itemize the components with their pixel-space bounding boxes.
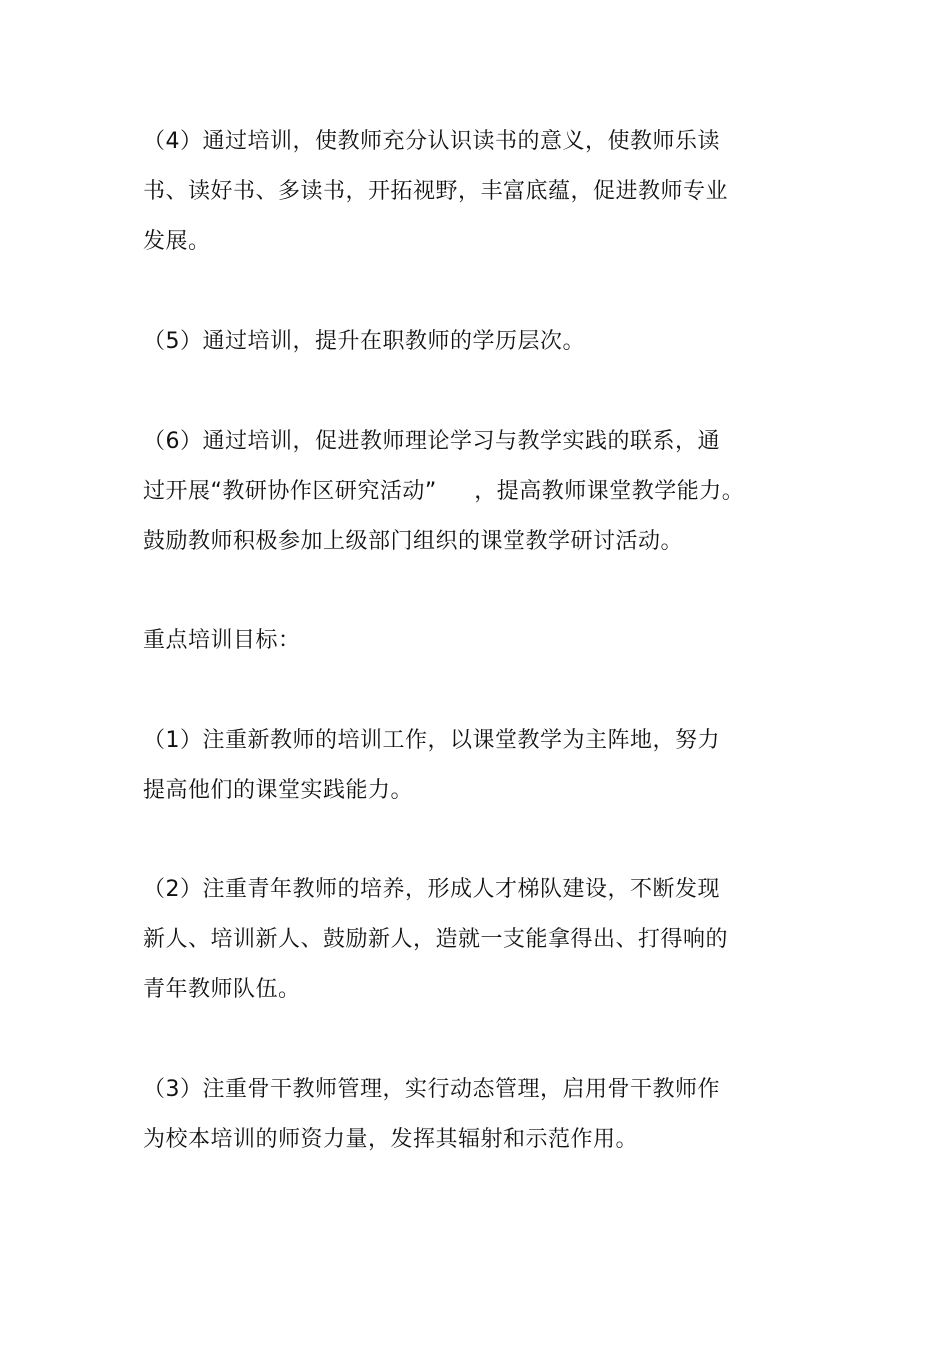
paragraph-2-line-1: （5）通过培训，提升在职教师的学历层次。	[143, 329, 585, 354]
paragraph-3-line-1: （6）通过培训，促进教师理论学习与教学实践的联系，通	[143, 429, 720, 454]
paragraph-5-line-2: 提高他们的课堂实践能力。	[143, 778, 414, 803]
section-heading: 重点培训目标：	[143, 628, 301, 653]
paragraph-1-line-1: （4）通过培训，使教师充分认识读书的意义，使教师乐读	[143, 129, 720, 154]
paragraph-5-line-1: （1）注重新教师的培训工作，以课堂教学为主阵地，努力	[143, 728, 720, 753]
paragraph-6-line-2: 新人、培训新人、鼓励新人，造就一支能拿得出、打得响的	[143, 927, 729, 952]
paragraph-3-line-3: 鼓励教师积极参加上级部门组织的课堂教学研讨活动。	[143, 529, 684, 554]
paragraph-6-line-1: （2）注重青年教师的培养，形成人才梯队建设，不断发现	[143, 877, 720, 902]
paragraph-1-line-2: 书、读好书、多读书，开拓视野，丰富底蕴，促进教师专业	[143, 179, 729, 204]
paragraph-1-line-3: 发展。	[143, 229, 211, 254]
paragraph-7-line-2: 为校本培训的师资力量，发挥其辐射和示范作用。	[143, 1127, 639, 1152]
paragraph-3-line-2: 过开展“教研协作区研究活动” ，提高教师课堂教学能力。	[143, 479, 745, 504]
paragraph-6-line-3: 青年教师队伍。	[143, 977, 301, 1002]
paragraph-7-line-1: （3）注重骨干教师管理，实行动态管理，启用骨干教师作	[143, 1077, 720, 1102]
